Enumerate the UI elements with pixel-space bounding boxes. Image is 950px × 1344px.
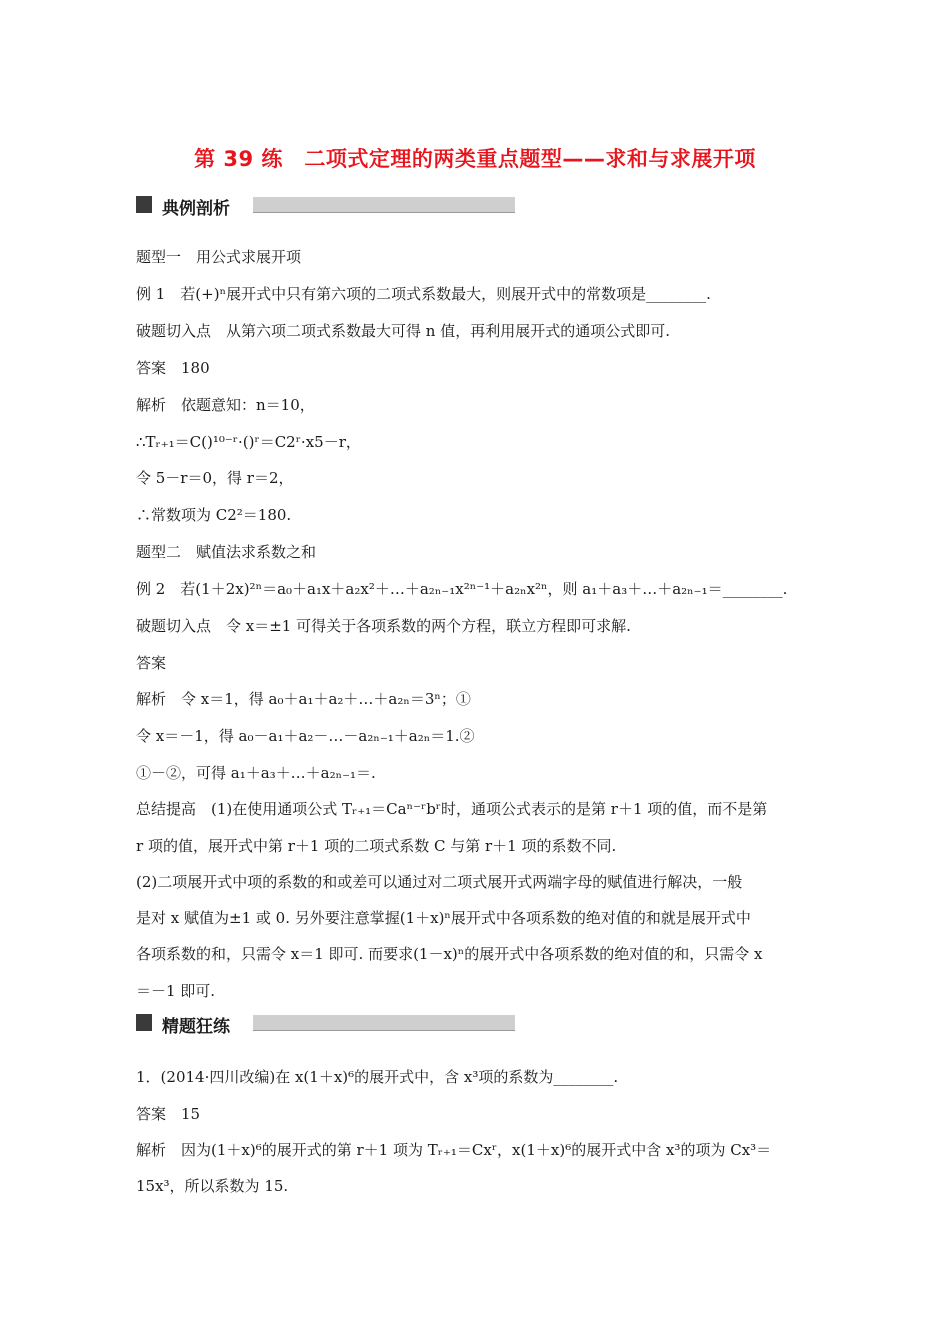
section-label: 精题狂练 (162, 1017, 230, 1037)
text-line: 解析 因为(1＋x)⁶的展开式的第 r＋1 项为 Tᵣ₊₁＝Cxʳ，x(1＋x)⁶的展开式中含 x³的项为 Cx³＝ (136, 1141, 772, 1159)
text-line: r 项的值，展开式中第 r＋1 项的二项式系数 C 与第 r＋1 项的系数不同. (136, 837, 617, 855)
text-line: 答案 180 (136, 359, 210, 377)
section-square-icon (136, 196, 152, 213)
page-title: 第 39 练 二项式定理的两类重点题型——求和与求展开项 (194, 147, 756, 171)
text-line: 是对 x 赋值为±1 或 0. 另外要注意掌握(1＋x)ⁿ展开式中各项系数的绝对值的和就是展开式中 (136, 909, 751, 927)
text-line: ＝－1 即可. (136, 982, 216, 1000)
text-line: 令 5－r＝0，得 r＝2， (136, 469, 294, 487)
text-line: 令 x＝－1，得 a₀－a₁＋a₂－…－a₂ₙ₋₁＋a₂ₙ＝1.② (136, 727, 475, 745)
text-line: 总结提高 (1)在使用通项公式 Tᵣ₊₁＝Caⁿ⁻ʳbʳ时，通项公式表示的是第 r＋1 项的值，而不是第 (136, 800, 768, 818)
section-header-examples (136, 194, 516, 219)
text-line: ∴常数项为 C2²＝180. (136, 506, 292, 524)
section-rule (253, 1015, 515, 1031)
section-header-exercises (136, 1012, 516, 1037)
text-line: ∴Tᵣ₊₁＝C()¹⁰⁻ʳ·()ʳ＝C2ʳ·x5－r， (136, 433, 361, 451)
text-line: 解析 依题意知：n＝10， (136, 396, 315, 414)
text-line: ①－②，可得 a₁＋a₃＋…＋a₂ₙ₋₁＝. (136, 764, 376, 782)
text-line: 例 2 若(1＋2x)²ⁿ＝a₀＋a₁x＋a₂x²＋…＋a₂ₙ₋₁x²ⁿ⁻¹＋a₂ₙx²ⁿ，则 a₁＋a₃＋…＋a₂ₙ₋₁＝________. (136, 580, 788, 598)
text-line: 题型二 赋值法求系数之和 (136, 543, 317, 561)
text-line: 例 1 若(+)ⁿ展开式中只有第六项的二项式系数最大，则展开式中的常数项是________. (136, 285, 711, 303)
text-line: 1．(2014·四川改编)在 x(1＋x)⁶的展开式中，含 x³项的系数为________. (136, 1068, 619, 1086)
section-square-icon (136, 1014, 152, 1031)
text-line: 题型一 用公式求展开项 (136, 248, 302, 266)
text-line: (2)二项展开式中项的系数的和或差可以通过对二项式展开式两端字母的赋值进行解决，一般 (136, 873, 743, 891)
text-line: 解析 令 x＝1，得 a₀＋a₁＋a₂＋…＋a₂ₙ＝3ⁿ；① (136, 690, 471, 708)
text-line: 15x³，所以系数为 15. (136, 1177, 289, 1195)
text-line: 答案 (136, 654, 167, 672)
text-line: 答案 15 (136, 1105, 201, 1123)
text-line: 破题切入点 从第六项二项式系数最大可得 n 值，再利用展开式的通项公式即可. (136, 322, 670, 340)
text-line: 各项系数的和，只需令 x＝1 即可. 而要求(1－x)ⁿ的展开式中各项系数的绝对值的和，只需令 x (136, 945, 763, 963)
text-line: 破题切入点 令 x＝±1 可得关于各项系数的两个方程，联立方程即可求解. (136, 617, 631, 635)
section-label: 典例剖析 (162, 199, 230, 219)
section-rule (253, 197, 515, 213)
